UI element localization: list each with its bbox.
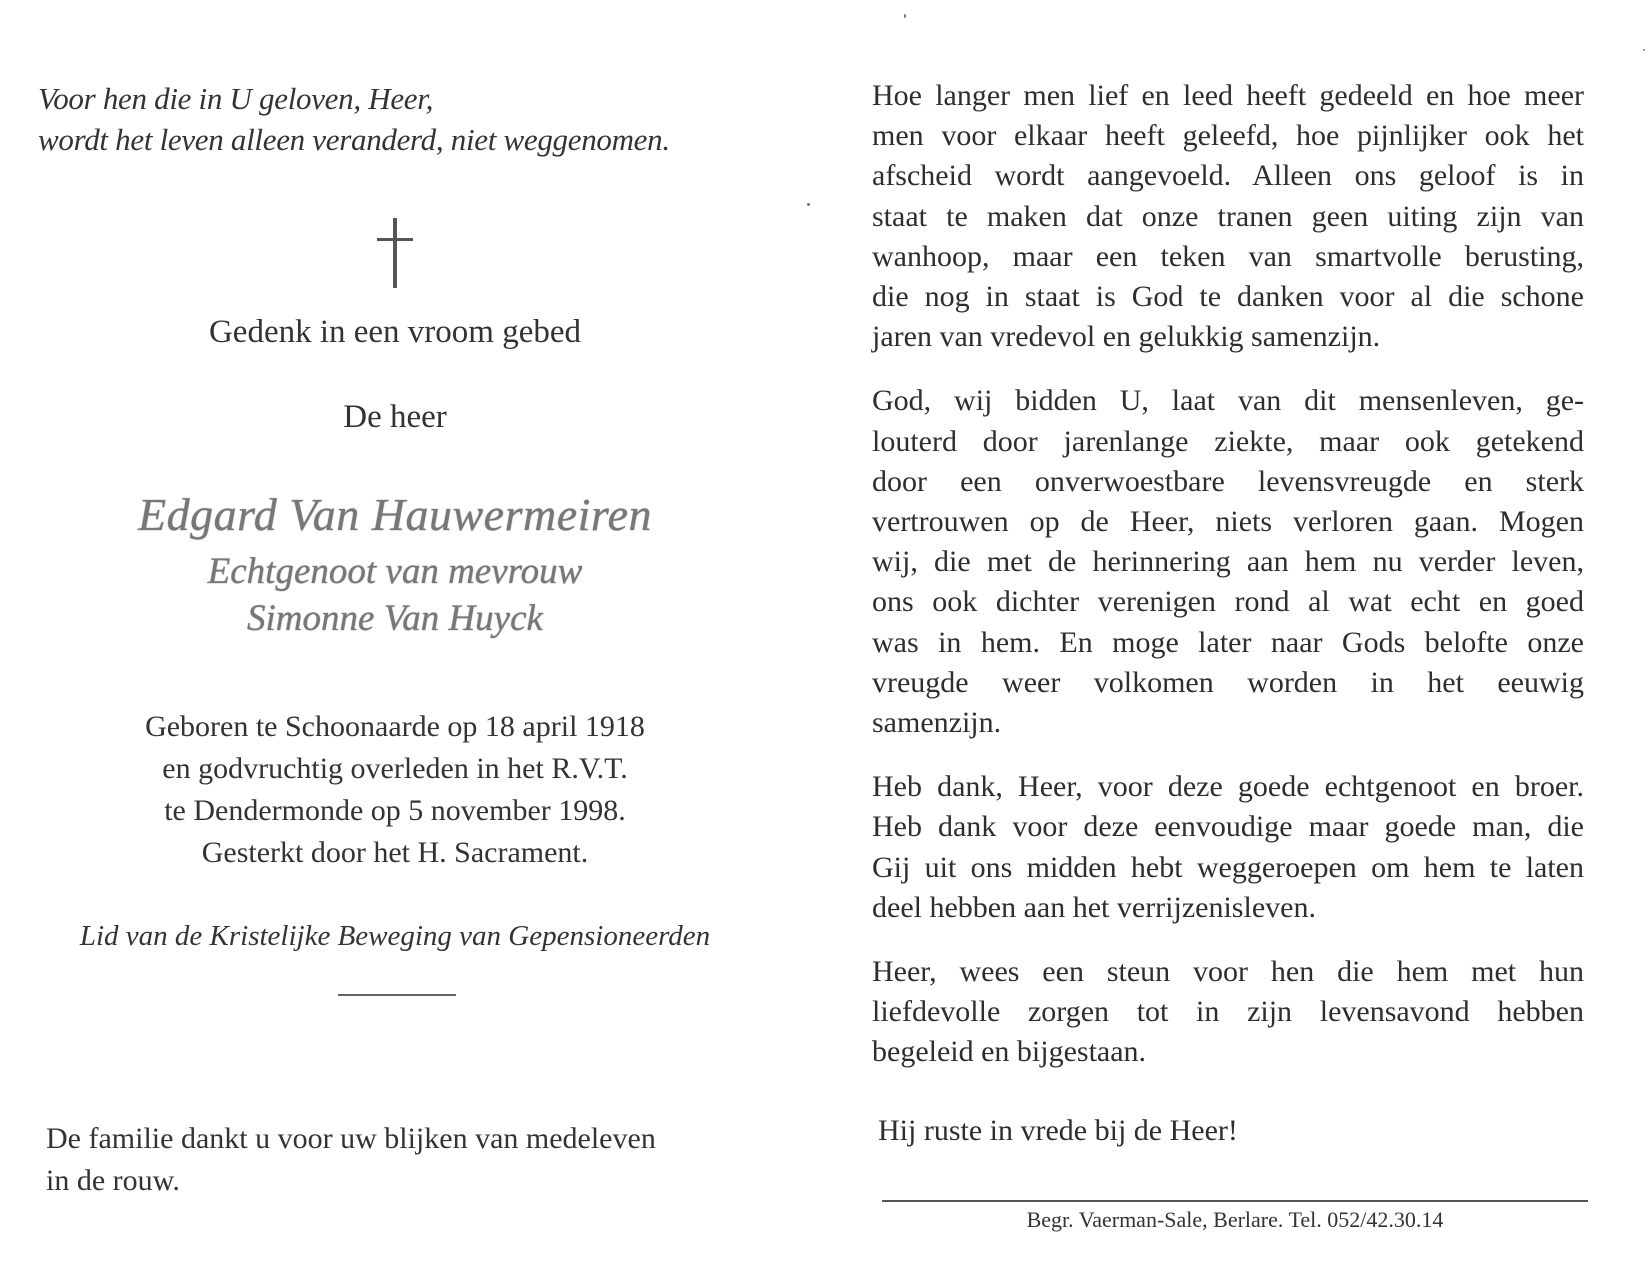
life-line: te Dendermonde op 5 november 1998. (164, 794, 626, 827)
text-line: Heb dank voor deze eenvoudige maar goede man, die (872, 810, 1584, 844)
text-line: samenzijn. (872, 706, 1002, 740)
text-line: ons ook dichter verenigen rond al wat echt en goed (872, 585, 1584, 619)
scan-speck (904, 14, 906, 18)
thanks-line: in de rouw. (46, 1164, 180, 1197)
scan-speck (807, 203, 810, 206)
text-line: God, wij bidden U, laat van dit mensenleven, ge- (872, 384, 1584, 418)
text-line: deel hebben aan het verrijzenisleven. (872, 890, 1316, 924)
text-line: die nog in staat is God te danken voor al die schone (872, 280, 1584, 314)
text-line: afscheid wordt aangevoeld. Alleen ons geloof is in (872, 159, 1584, 193)
text-line: liefdevolle zorgen tot in zijn levensavond hebben (872, 995, 1584, 1029)
text-line: Heb dank, Heer, voor deze goede echtgenoot en broer. (872, 770, 1584, 804)
spouse-line-2: Simonne Van Huyck (247, 598, 543, 639)
left-panel (0, 0, 800, 1284)
prayer-paragraph-4 (872, 952, 1584, 1073)
text-line: wanhoop, maar een teken van smartvolle berusting, (872, 239, 1584, 273)
text-line: wij, die met de herinnering aan hem nu verder leven, (872, 545, 1584, 579)
prayer-paragraph-1 (872, 76, 1584, 357)
text-line: Heer, wees een steun voor hen die hem met hun (872, 955, 1584, 989)
text-line: jaren van vredevol en gelukkig samenzijn. (872, 320, 1381, 354)
life-line: Geboren te Schoonaarde op 18 april 1918 (145, 710, 645, 743)
undertaker-credit: Begr. Vaerman-Sale, Berlare. Tel. 052/42.30.14 (1026, 1207, 1444, 1232)
scan-speck (1643, 49, 1645, 51)
family-thanks (46, 1118, 656, 1202)
prayer-paragraph-2 (872, 381, 1584, 743)
honorific-title: De heer (343, 399, 447, 435)
text-line: Gij uit ons midden hebt weggeroepen om hem te laten (872, 850, 1584, 884)
life-line: Gesterkt door het H. Sacrament. (201, 836, 589, 869)
life-details (0, 706, 790, 874)
thanks-line: De familie dankt u voor uw blijken van medeleven (46, 1122, 656, 1155)
membership: Lid van de Kristelijke Beweging van Gepensioneerden (79, 920, 711, 952)
quote-line: Voor hen die in U geloven, Heer, (38, 81, 434, 116)
text-line: was in hem. En moge later naar Gods belofte onze (872, 625, 1584, 659)
invocation: Gedenk in een vroom gebed (208, 314, 582, 350)
text-line: door een onverwoestbare levensvreugde en sterk (872, 464, 1584, 498)
deceased-name: Edgard Van Hauwermeiren (137, 489, 653, 540)
text-line: men voor elkaar heeft geleefd, hoe pijnlijker ook het (872, 119, 1584, 153)
text-line: staat te maken dat onze tranen geen uiting zijn van (872, 199, 1584, 233)
text-line: louterd door jarenlange ziekte, maar ook getekend (872, 424, 1584, 458)
latin-cross-icon (375, 218, 415, 288)
text-line: Hoe langer men lief en leed heeft gedeeld en hoe meer (872, 79, 1584, 112)
quote-line: wordt het leven alleen veranderd, niet weggenomen. (38, 122, 670, 157)
divider-long (882, 1200, 1588, 1202)
text-line: vertrouwen op de Heer, niets verloren gaan. Mogen (872, 505, 1584, 539)
life-line: en godvruchtig overleden in het R.V.T. (162, 752, 628, 785)
text-line: vreugde weer volkomen worden in het eeuwig (872, 665, 1584, 699)
prayer-paragraph-3 (872, 767, 1584, 928)
right-panel (872, 76, 1584, 1097)
spouse-line-1: Echtgenoot van mevrouw (207, 551, 583, 592)
closing-blessing: Hij ruste in vrede bij de Heer! (878, 1114, 1238, 1147)
text-line: begeleid en bijgestaan. (872, 1035, 1147, 1069)
opening-quote (38, 78, 670, 160)
divider-short (338, 994, 456, 996)
